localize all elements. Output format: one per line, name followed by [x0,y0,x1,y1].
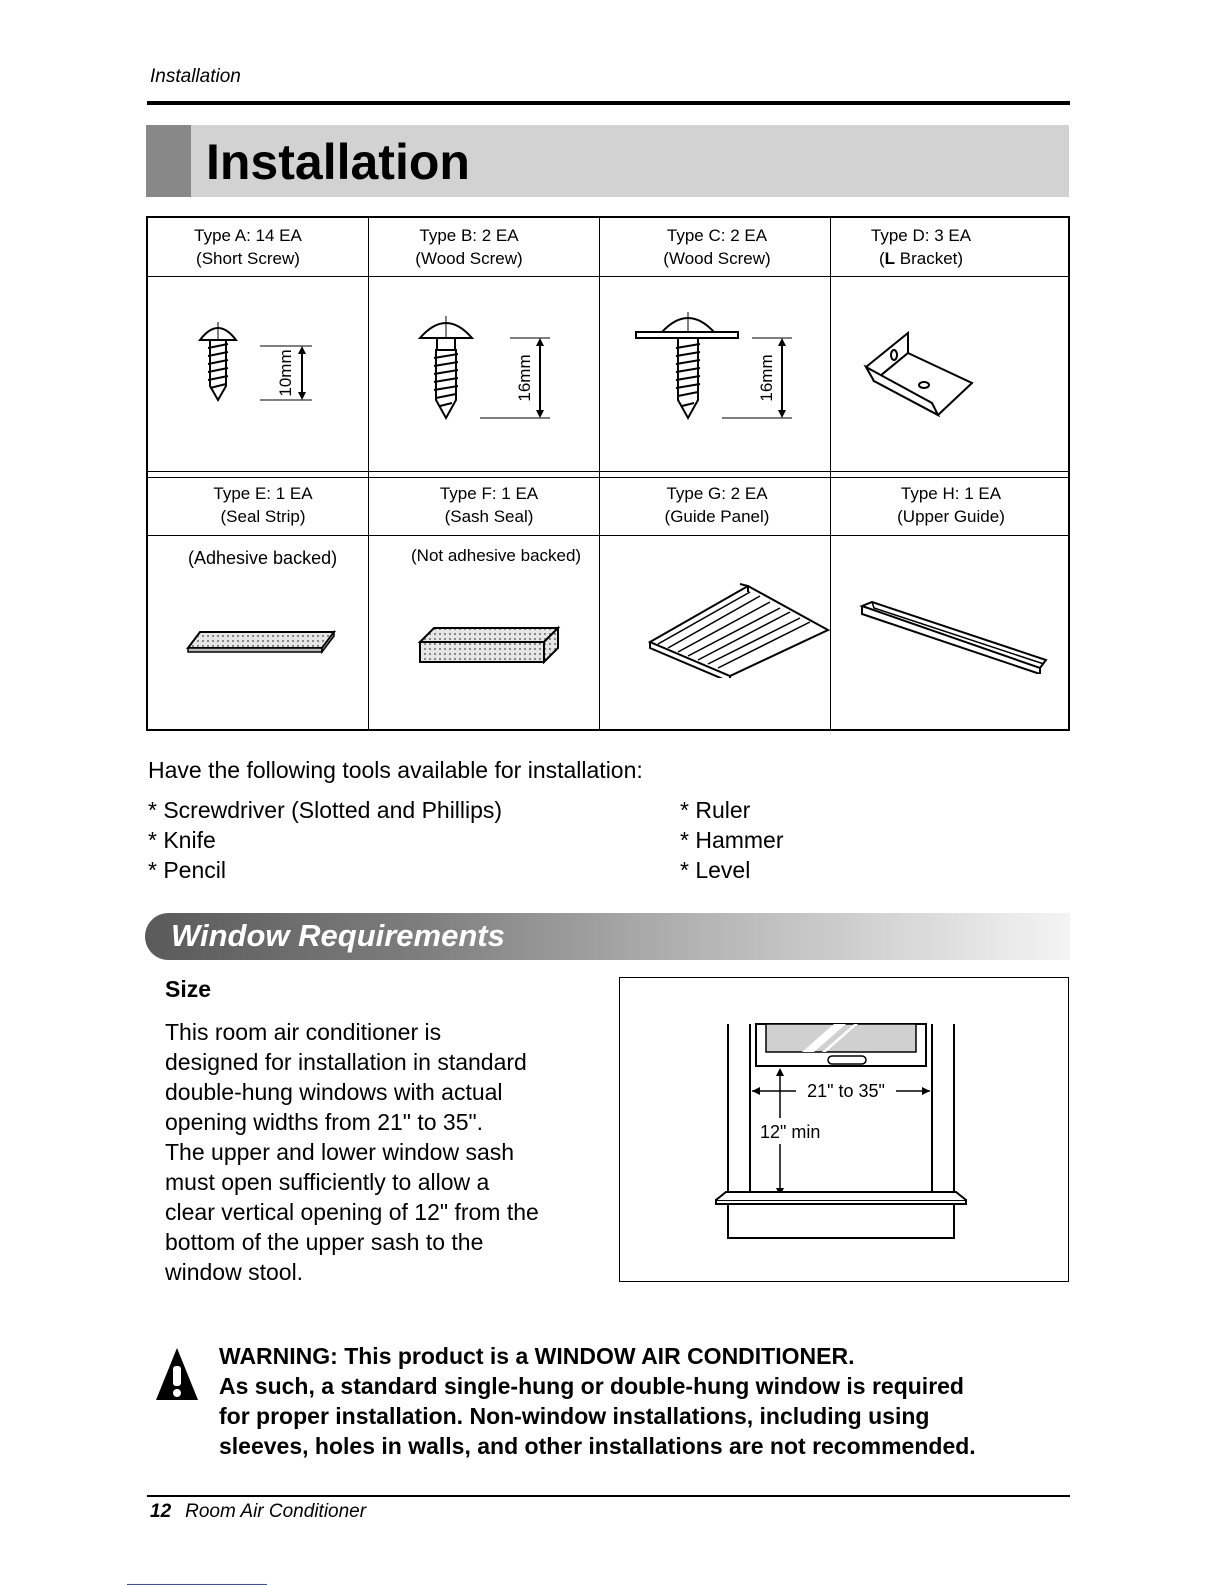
adhesive-note: (Adhesive backed) [188,548,338,568]
part-label-c: Type C: 2 EA (Wood Screw) [663,226,771,268]
width-dimension-label: 21" to 35" [807,1081,885,1101]
size-description: This room air conditioner is designed for installation in standard double-hung windows with actual opening widths from 21" to 35". The upper and lower window sash must open sufficiently to allow a clear vertical opening of 12" from the bottom of the upper sash to the window stool. [165,1019,539,1285]
section-heading: Window Requirements [171,918,505,953]
part-label-f: Type F: 1 EA (Sash Seal) [439,484,539,526]
window-figure [619,977,1069,1282]
tool-item: * Screwdriver (Slotted and Phillips) [148,797,503,823]
window-requirements-banner [145,913,1070,960]
page-title: Installation [206,134,470,190]
footer-title: Room Air Conditioner [185,1501,367,1522]
part-label-g: Type G: 2 EA (Guide Panel) [664,484,770,526]
running-header: Installation [150,66,241,87]
part-label-a: Type A: 14 EA (Short Screw) [194,226,302,268]
part-label-d: Type D: 3 EA (L Bracket) [870,226,972,268]
tools-intro: Have the following tools available for installation: [148,757,643,783]
height-dimension-label: 12" min [760,1122,821,1142]
part-label-b: Type B: 2 EA (Wood Screw) [415,226,523,268]
table-divider [148,477,1068,478]
tool-item: * Level [680,857,751,883]
not-adhesive-note: (Not adhesive backed) [411,546,582,565]
page-footer [150,1501,366,1523]
upper-guide-icon [856,598,1052,674]
table-divider [148,276,1068,277]
page-number: 12 [150,1501,172,1522]
footer-rule [147,1495,1070,1497]
table-divider [148,471,1068,472]
section-title-bar [146,125,1069,197]
warning-text: WARNING: This product is a WINDOW AIR CONDITIONER. As such, a standard single-hung or double-hung window is required for proper installation. Non-window installations, including using sleeves, holes in walls, and other installations are not recommended. [219,1343,976,1459]
table-divider [368,218,369,729]
guide-panel-icon [648,582,834,678]
washer-screw-icon [632,306,802,428]
dimension-label: 10mm [276,349,295,397]
part-label-e: Type E: 1 EA (Seal Strip) [213,484,313,526]
wood-screw-icon [410,308,560,428]
size-heading: Size [165,976,212,1002]
seal-strip-icon [186,624,338,654]
warning-triangle-icon [155,1346,199,1402]
title-accent-block [146,125,191,197]
sash-seal-icon [418,622,562,664]
table-divider [599,218,600,729]
dimension-label: 16mm [757,354,776,402]
tool-item: * Hammer [680,827,784,853]
dimension-label: 16mm [515,354,534,402]
table-divider [148,535,1068,536]
l-bracket-icon [860,323,980,423]
tool-item: * Knife [148,827,216,853]
part-label-h: Type H: 1 EA (Upper Guide) [897,484,1005,526]
double-hung-window-icon [620,978,1068,1281]
tool-item: * Pencil [148,857,226,883]
short-screw-icon [188,308,328,418]
parts-table [146,216,1070,731]
tool-item: * Ruler [680,797,751,823]
header-rule [147,101,1070,105]
